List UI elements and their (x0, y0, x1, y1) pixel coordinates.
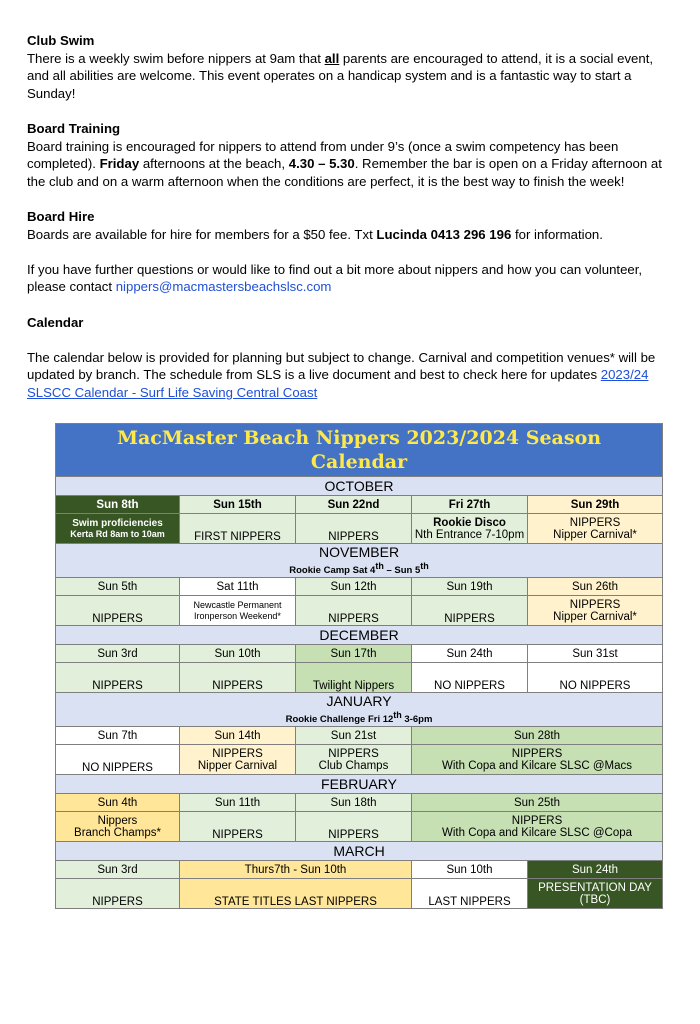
date-cell: Sun 10th (412, 861, 528, 879)
month-note (58, 560, 660, 577)
date-cell: Sun 24th (412, 645, 528, 663)
date-cell: Sun 3rd (56, 645, 180, 663)
event-line: NIPPERS (511, 747, 563, 760)
month-january (56, 693, 663, 727)
event-cell (412, 514, 528, 544)
board-training-section (27, 120, 677, 190)
note-text: – Sun 5 (383, 565, 421, 577)
event-cell: NO NIPPERS (528, 663, 663, 693)
calendar-title (56, 424, 663, 477)
month-october: OCTOBER (56, 477, 663, 496)
board-hire-text-1: Boards are available for hire for members for a $50 fee. Txt (27, 226, 377, 242)
month-march: MARCH (56, 842, 663, 861)
club-swim-heading: Club Swim (27, 33, 95, 48)
month-note (58, 709, 660, 726)
event-cell: NIPPERS (56, 879, 180, 909)
date-cell: Sun 12th (296, 578, 412, 596)
club-swim-text-bold: all (324, 50, 340, 66)
date-cell: Sun 28th (412, 727, 663, 745)
event-cell (180, 596, 296, 626)
date-cell: Sun 26th (528, 578, 663, 596)
date-cell: Fri 27th (412, 496, 528, 514)
calendar-intro-text-1: The calendar below is provided for planning but subject to change. Carnival and competition venues* will be updated by branch. The schedule from SLS is a live document and best to check here for updates (27, 349, 656, 383)
month-name: NOVEMBER (318, 544, 400, 560)
event-line: Kerta Rd 8am to 10am (70, 528, 165, 539)
contact-text (27, 261, 677, 296)
event-cell (412, 745, 663, 775)
date-cell: Sun 24th (528, 861, 663, 879)
event-cell (56, 812, 180, 842)
event-line: NIPPERS (511, 814, 563, 827)
event-cell: FIRST NIPPERS (180, 514, 296, 544)
board-training-bold-2: 4.30 – 5.30 (288, 156, 355, 172)
event-line: NIPPERS (569, 516, 621, 529)
event-line: Branch Champs* (74, 826, 161, 839)
event-line: PRESENTATION DAY (538, 881, 652, 894)
event-cell (528, 596, 663, 626)
event-line: Nipper Carnival (197, 759, 278, 772)
event-cell (528, 514, 663, 544)
board-hire-text-2: for information. (511, 226, 603, 242)
month-february: FEBRUARY (56, 775, 663, 794)
board-training-text-1: Board training is encouraged for nippers to attend from under 9’s (once a swim competency has been completed). (27, 138, 619, 172)
event-line: Ironperson Weekend* (194, 610, 281, 621)
calendar-intro-section (27, 349, 677, 402)
club-swim-text-2: parents are encouraged to attend, it is a social event, and all abilities are welcome. This event operates on a handicap system and is a fantastic way to start a Sunday! (27, 50, 654, 101)
note-sup: th (375, 561, 384, 571)
event-line: NIPPERS (212, 747, 263, 760)
club-swim-section (27, 32, 677, 102)
event-line: (TBC) (579, 893, 611, 906)
board-training-bold-1: Friday (99, 156, 140, 172)
event-cell: NIPPERS (296, 596, 412, 626)
calendar-heading: Calendar (27, 314, 84, 330)
month-december: DECEMBER (56, 626, 663, 645)
event-cell: NIPPERS (180, 812, 296, 842)
date-cell: Thurs7th - Sun 10th (180, 861, 412, 879)
date-cell: Sun 14th (180, 727, 296, 745)
date-cell: Sun 25th (412, 794, 663, 812)
date-cell: Sun 18th (296, 794, 412, 812)
event-cell: NIPPERS (56, 663, 180, 693)
event-cell: Twilight Nippers (296, 663, 412, 693)
date-cell: Sun 4th (56, 794, 180, 812)
event-cell: NIPPERS (56, 596, 180, 626)
event-line: Nth Entrance 7-10pm (414, 528, 525, 541)
date-cell: Sun 7th (56, 727, 180, 745)
board-hire-bold: Lucinda 0413 296 196 (376, 226, 512, 242)
date-cell: Sun 3rd (56, 861, 180, 879)
season-calendar-table (55, 423, 663, 909)
event-cell (180, 745, 296, 775)
document-body (27, 32, 677, 419)
note-text: Rookie Camp Sat 4 (289, 565, 376, 577)
event-line: Swim proficiencies (72, 517, 163, 529)
event-cell (528, 879, 663, 909)
date-cell: Sun 11th (180, 794, 296, 812)
event-line: With Copa and Kilcare SLSC @Macs (442, 759, 633, 772)
month-november (56, 544, 663, 578)
date-cell: Sun 22nd (296, 496, 412, 514)
date-cell: Sun 21st (296, 727, 412, 745)
note-text: Rookie Challenge Fri 12 (285, 714, 394, 726)
event-cell (296, 745, 412, 775)
event-cell: LAST NIPPERS (412, 879, 528, 909)
board-hire-text (27, 226, 677, 244)
event-cell: NIPPERS (412, 596, 528, 626)
contact-section (27, 261, 677, 296)
event-cell (56, 514, 180, 544)
event-line: Rookie Disco (433, 516, 506, 529)
calendar-heading-section (27, 314, 677, 332)
contact-text-1: If you have further questions or would like to find out a bit more about nippers and how you can volunteer, please contact (27, 261, 643, 295)
calendar-title-line-2: Calendar (310, 451, 408, 473)
board-training-text (27, 138, 677, 191)
board-training-heading: Board Training (27, 120, 121, 136)
event-cell: NIPPERS (296, 514, 412, 544)
event-cell: NO NIPPERS (56, 745, 180, 775)
event-line: Nipper Carnival* (553, 610, 637, 623)
event-cell: NIPPERS (180, 663, 296, 693)
date-cell: Sun 29th (528, 496, 663, 514)
slscc-calendar-link[interactable]: 2023/24 SLSCC Calendar - Surf Life Saving Central Coast (27, 367, 649, 400)
club-swim-text (27, 50, 677, 103)
note-text: 3-6pm (401, 714, 433, 726)
month-name: JANUARY (326, 693, 392, 710)
contact-email-link[interactable]: nippers@macmastersbeachslsc.com (115, 279, 332, 295)
event-line: Nipper Carnival* (553, 528, 637, 541)
event-cell: NIPPERS (296, 812, 412, 842)
date-cell: Sun 5th (56, 578, 180, 596)
event-line: Club Champs (318, 759, 389, 772)
event-cell: STATE TITLES LAST NIPPERS (180, 879, 412, 909)
event-line: NIPPERS (569, 598, 621, 611)
event-line: NIPPERS (328, 747, 379, 760)
board-hire-section (27, 208, 677, 243)
board-training-text-3: . Remember the bar is open on a Friday afternoon at the club and on a warm afternoon when the conditions are perfect, it is the best way to finish the week! (27, 156, 662, 189)
date-cell: Sun 17th (296, 645, 412, 663)
calendar-intro-text (27, 349, 677, 402)
board-training-text-2: afternoons at the beach, (139, 156, 289, 172)
board-hire-heading: Board Hire (27, 208, 95, 224)
date-cell: Sun 8th (56, 496, 180, 514)
date-cell: Sun 15th (180, 496, 296, 514)
event-line: Nippers (97, 814, 138, 827)
date-cell: Sun 31st (528, 645, 663, 663)
event-cell (412, 812, 663, 842)
event-line: With Copa and Kilcare SLSC @Copa (442, 826, 633, 839)
date-cell: Sun 10th (180, 645, 296, 663)
date-cell: Sat 11th (180, 578, 296, 596)
club-swim-text-1: There is a weekly swim before nippers at 9am that (27, 50, 325, 66)
event-cell: NO NIPPERS (412, 663, 528, 693)
event-line: Newcastle Permanent (193, 599, 282, 610)
note-sup: th (420, 561, 429, 571)
calendar-title-line-1: MacMaster Beach Nippers 2023/2024 Season (116, 427, 602, 449)
note-sup: th (393, 710, 402, 721)
date-cell: Sun 19th (412, 578, 528, 596)
